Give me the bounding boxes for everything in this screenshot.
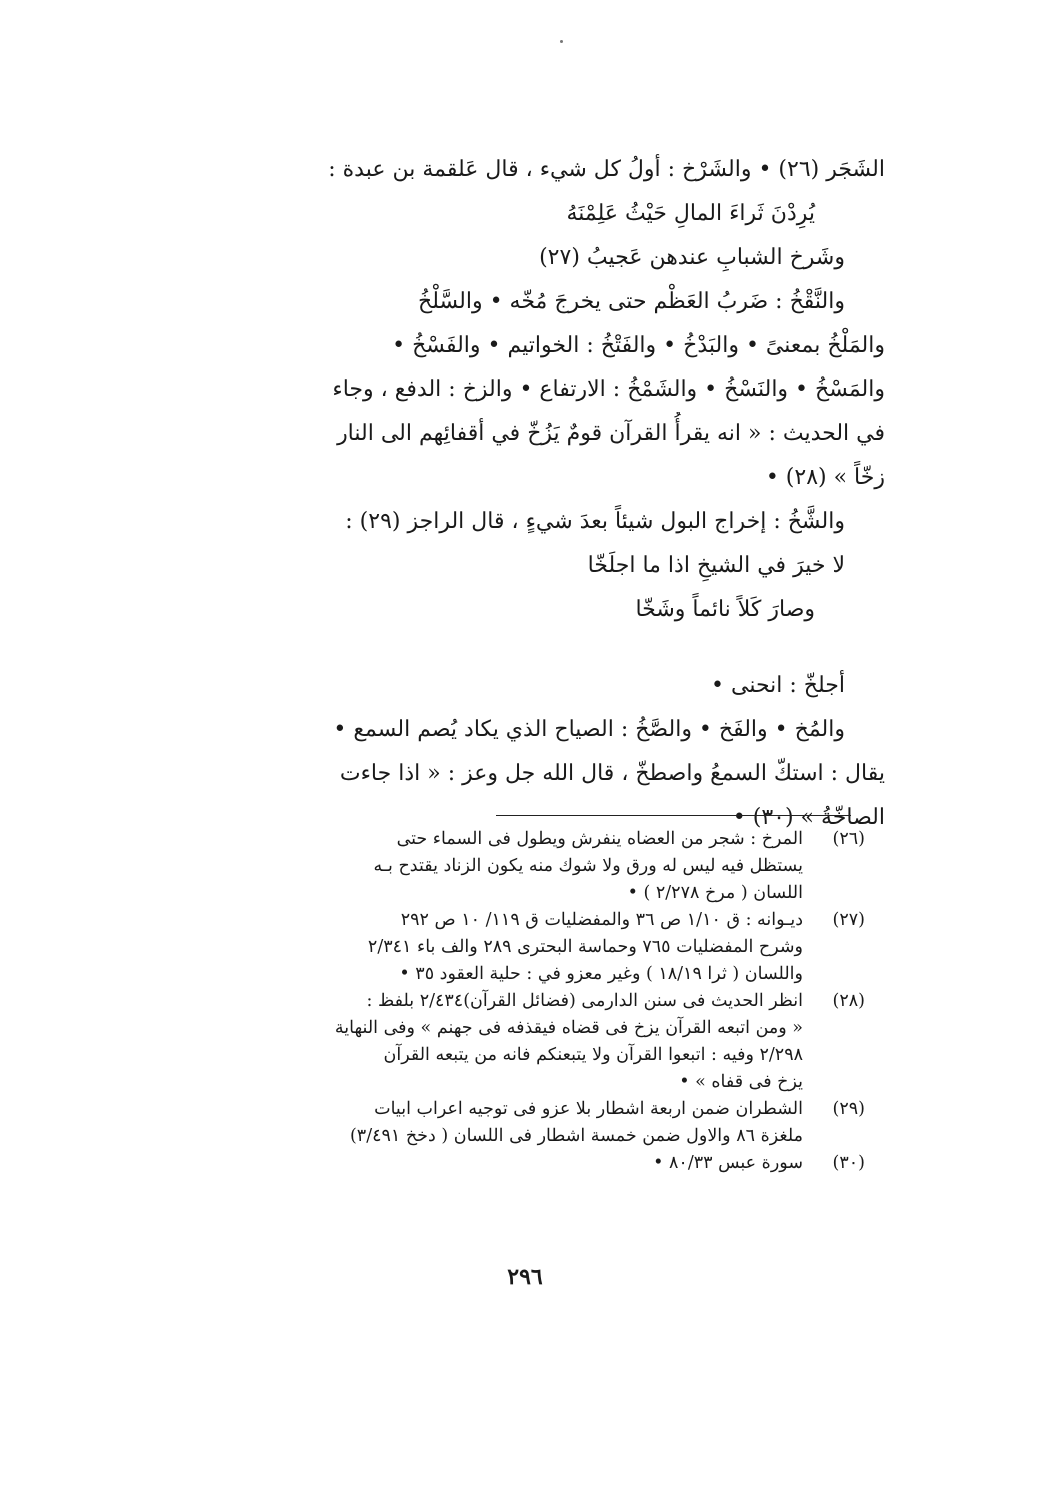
footnote-28 <box>195 988 865 1096</box>
verse-line: وصارَ كَلاً نائماً وشَخّا <box>635 597 815 622</box>
footnote-body <box>195 988 803 1096</box>
text-line: والنَّقْخُ : ضَربُ العَظْم حتى يخرجَ مُخّه • والسَّلْخُ <box>418 289 845 314</box>
footnote-line: يزخ فى قفاه » • <box>679 1072 803 1092</box>
footnote-line: وشرح المفضليات ٧٦٥ وحماسة البحترى ٢٨٩ والف باء ٢/٣٤١ <box>367 937 803 957</box>
footnote-line: اللسان ( مرخ ٢/٢٧٨ ) • <box>627 883 803 903</box>
text-line: والمَلْخُ بمعنىً • والبَدْخُ • والفَتْخُ : الخواتيم • والفَسْخُ • <box>392 333 885 358</box>
footnote-number: (٢٨) <box>832 991 865 1011</box>
footnote-26 <box>195 826 865 907</box>
verse-line: لا خيرَ في الشيخِ اذا ما اجلَخّا <box>587 553 845 578</box>
footnote-30 <box>195 1150 865 1177</box>
footnote-number: (٢٩) <box>832 1099 865 1119</box>
text-line: والشَّخُ : إخراج البول شيئاً بعدَ شيءٍ ، قال الراجز (٢٩) : <box>345 509 845 534</box>
text-line: الشَجَر (٢٦) • والشَرْخ : أولُ كل شيء ، قال عَلقمة بن عبدة : <box>328 157 885 182</box>
footnote-body <box>195 826 803 907</box>
verse-line: وشَرخ الشبابِ عندهن عَجيبُ (٢٧) <box>539 245 845 270</box>
footnote-line: الشطران ضمن اربعة اشطار بلا عزو فى توجيه اعراب ابيات <box>374 1099 803 1119</box>
footnote-27 <box>195 907 865 988</box>
footnote-line: واللسان ( ثرا ١٨/١٩ ) وغير معزو في : حلية العقود ٣٥ • <box>399 964 803 984</box>
footnotes <box>195 826 865 1177</box>
footnote-line: ٢/٢٩٨ وفيه : اتبعوا القرآن ولا يتبعنكم فانه من يتبعه القرآن <box>383 1045 803 1065</box>
footnote-body <box>195 1150 803 1177</box>
main-text <box>150 148 885 840</box>
footnote-line: ديـوانه : ق ١/١٠ ص ٣٦ والمفضليات ق ١١٩/ ١٠ ص ٢٩٢ <box>400 910 803 930</box>
footnote-body <box>195 1096 803 1150</box>
footnote-line: انظر الحديث فى سنن الدارمى (فضائل القرآن)٢/٤٣٤ بلفظ : <box>366 991 803 1011</box>
blank-line <box>150 632 885 664</box>
footnote-line: يستظل فيه ليس له ورق ولا شوك منه يكون الزناد يقتدح بـه <box>373 856 803 876</box>
page-number: ٢٩٦ <box>507 1264 543 1290</box>
footnote-separator <box>496 815 851 816</box>
text-line: الصاخّةُ » (٣٠) • <box>732 805 885 830</box>
footnote-number: (٢٧) <box>832 910 865 930</box>
footnote-line: « ومن اتبعه القرآن يزخ فى قضاه فيقذفه فى جهنم » وفى النهاية <box>334 1018 803 1038</box>
verse-line: يُرِدْنَ ثَراءَ المالِ حَيْثُ عَلِمْنَهُ <box>566 201 815 226</box>
text-line: أجلخّ : انحنى • <box>711 673 845 698</box>
footnote-29 <box>195 1096 865 1150</box>
text-line: زخّاً » (٢٨) • <box>765 465 885 490</box>
footnote-body <box>195 907 803 988</box>
footnote-number: (٢٦) <box>832 829 865 849</box>
text-line: في الحديث : « انه يقرأُ القرآن قومٌ يَزُخّ في أقفائِهم الى النار <box>337 421 885 446</box>
text-line: والمَسْخُ • والنَسْخُ • والشَمْخُ : الارتفاع • والزخ : الدفع ، وجاء <box>332 377 885 402</box>
footnote-number: (٣٠) <box>832 1153 865 1173</box>
footnote-line: سورة عبس ٨٠/٣٣ • <box>653 1153 803 1173</box>
footnote-line: المرخ : شجر من العضاه ينفرش ويطول فى السماء حتى <box>396 829 803 849</box>
footnote-line: ملغزة ٨٦ والاول ضمن خمسة اشطار فى اللسان ( دخخ ٣/٤٩١) <box>349 1126 803 1146</box>
text-line: والمُخ • والفَخ • والصَّخُ : الصياح الذي يكاد يُصم السمع • <box>333 717 845 742</box>
page-speck <box>560 40 563 43</box>
text-line: يقال : استكّ السمعُ واصطخّ ، قال الله جل وعز : « اذا جاءت <box>339 761 885 786</box>
